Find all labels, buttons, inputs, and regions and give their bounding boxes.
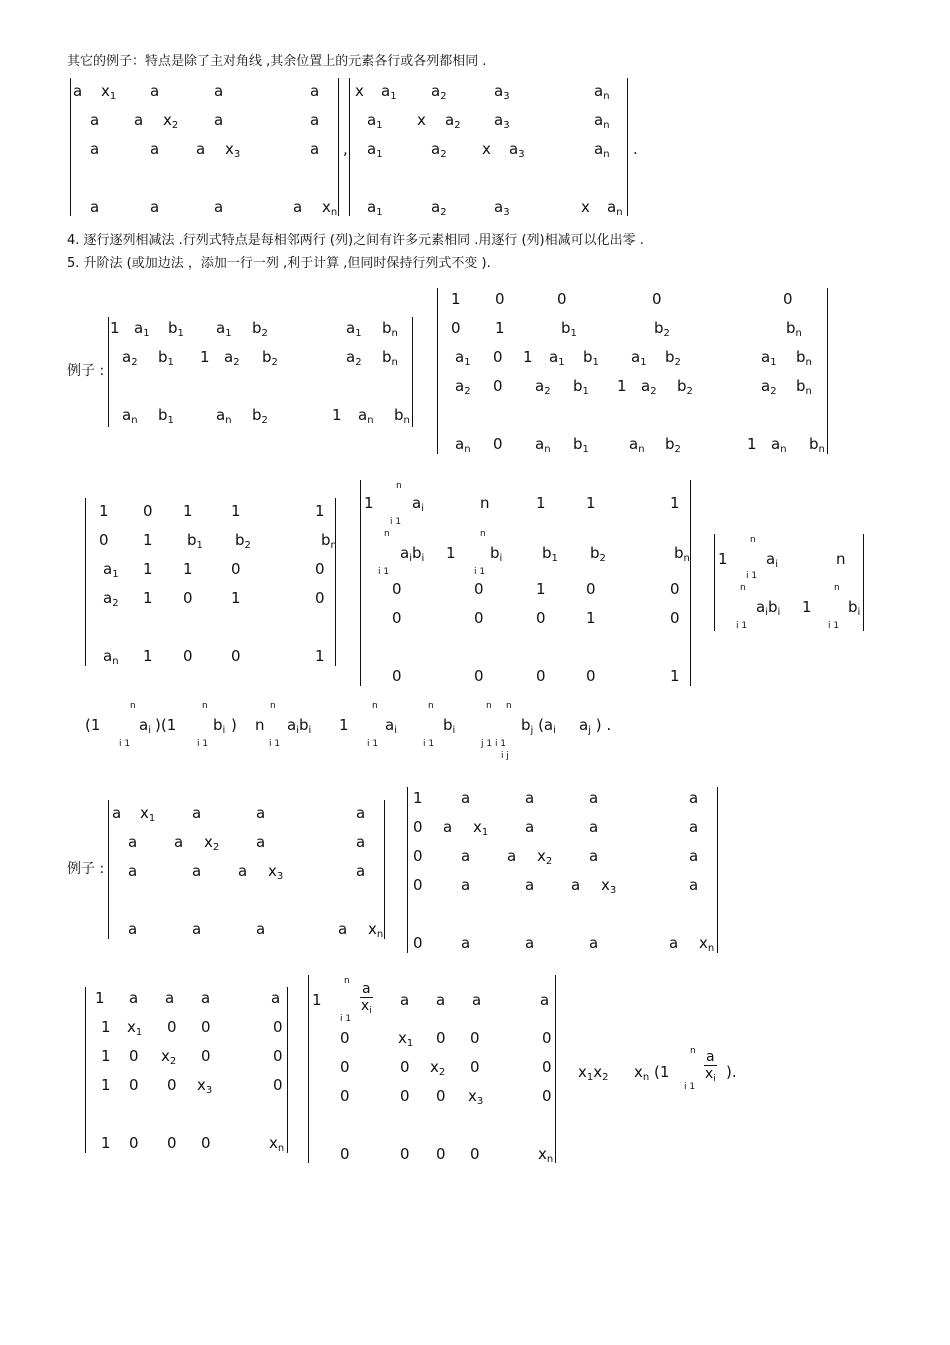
determinant-6: n 1 $a_i$ i 1 n 1 1 1 n n $a_ib_i$ 1 $b_i$ $b_1$ $b_2$ $b_n$ i 1 i 1 0 0 1 0 0 0 0 0 1 0 0 0 0 0 1 bbox=[360, 480, 692, 686]
determinant-1: a $x_1$ a a a a a $x_2$ a a a a a $x_3$ a a a a a $x_n$ bbox=[70, 78, 340, 216]
method-4-text: 4. 逐行逐列相减法 .行列式特点是每相邻两行 (列)之间有许多元素相同 .用逐行 (列)相减可以化出零 . bbox=[67, 233, 644, 248]
expansion-formula: n n n n n n n (1 $a_i$ )(1 $b_i$ ) n $a_ib_i$ 1 $a_i$ $b_i$ $b_j$ ($a_i$ $a_j$ ) . i 1 i 1 i 1 i 1 i 1 j 1 i 1 i j bbox=[85, 701, 612, 761]
intro-text: 其它的例子：特点是除了主对角线 ,其余位置上的元素各行或各列都相同 . bbox=[67, 54, 487, 69]
determinant-5: 1 0 1 1 1 0 1 $b_1$ $b_2$ $b_n$ $a_1$ 1 1 0 0 $a_2$ 1 0 1 0 $a_n$ 1 0 0 1 bbox=[85, 498, 337, 666]
method-5-text: 5. 升阶法 (或加边法 ，添加一行一列 ,利于计算 ,但同时保持行列式不变 ). bbox=[67, 256, 491, 271]
determinant-8: a $x_1$ a a a a a $x_2$ a a a a a $x_3$ a a a a a $x_n$ bbox=[108, 800, 386, 939]
determinant-7: n 1 $a_i$ n i 1 n n $a_ib_i$ 1 $b_i$ i 1 i 1 bbox=[714, 534, 865, 631]
example-label-1: 例子 : bbox=[67, 363, 105, 379]
final-result: $x_1x_2$ $x_n$ (1 n $\frac{a}{x_i}$ i 1 ). bbox=[578, 1046, 737, 1092]
determinant-10: 1 a a a a 1 $x_1$ 0 0 0 1 0 $x_2$ 0 0 1 0 0 $x_3$ 0 1 0 0 0 $x_n$ bbox=[85, 987, 289, 1153]
determinant-3: 1 $a_1$ $b_1$ $a_1$ $b_2$ $a_1$ $b_n$ $a_2$ $b_1$ 1 $a_2$ $b_2$ $a_2$ $b_n$ $a_n$ $b_1$ $a_n$ $b_2$ 1 $a_n$ $b_n$ bbox=[108, 317, 414, 427]
determinant-9: 1 a a a a 0 a $x_1$ a a a 0 a a $x_2$ a a 0 a a a $x_3$ a 0 a a a a $x_n$ bbox=[407, 787, 719, 953]
period: . bbox=[633, 140, 638, 158]
determinant-11: n 1 $\frac{a}{x_i}$ i 1 a a a a 0 $x_1$ 0 0 0 0 0 $x_2$ 0 0 0 0 0 $x_3$ 0 0 0 0 0 $x_n$ bbox=[308, 975, 557, 1163]
determinant-2: x $a_1$ $a_2$ $a_3$ $a_n$ $a_1$ x $a_2$ $a_3$ $a_n$ $a_1$ $a_2$ x $a_3$ $a_n$ $a_1$ $a_2$ $a_3$ x $a_n$ bbox=[349, 78, 629, 216]
determinant-4: 1 0 0 0 0 0 1 $b_1$ $b_2$ $b_n$ $a_1$ 0 1 $a_1$ $b_1$ $a_1$ $b_2$ $a_1$ $b_n$ $a_2$ 0 $a_2$ $b_1$ 1 $a_2$ $b_2$ $a_2$ $b_n$ $a_n$ 0 $a_n$ $b_1$ $a_n$ $b_2$ 1 $a_n$ $b_n$ bbox=[437, 288, 829, 454]
comma: , bbox=[343, 140, 348, 158]
example-label-2: 例子 : bbox=[67, 861, 105, 877]
